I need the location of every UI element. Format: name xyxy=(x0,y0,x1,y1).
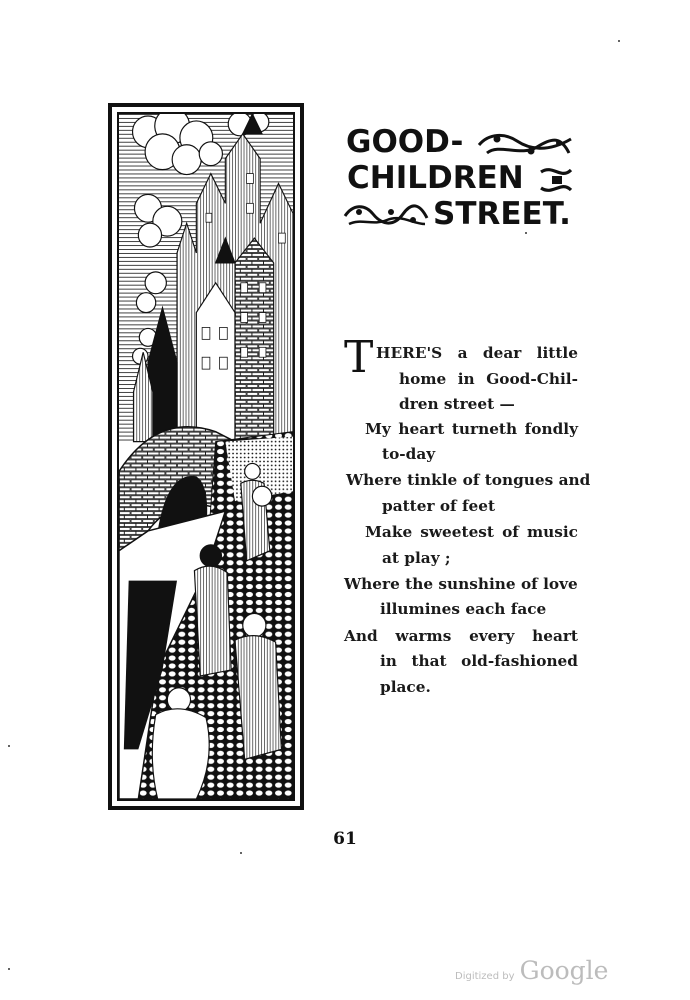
poem-line-9: at play ; xyxy=(382,549,451,567)
poem-word: Good-Chil- xyxy=(486,370,578,388)
poem-word: Make xyxy=(365,523,413,541)
poem-line-12 xyxy=(344,626,578,646)
poem-word: every xyxy=(469,627,515,645)
poem-word: home xyxy=(399,370,447,388)
poem-title xyxy=(345,125,585,233)
poem-word: heart xyxy=(532,627,578,645)
scroll-ornament-icon xyxy=(343,204,429,228)
title-line-2 xyxy=(345,161,585,197)
poem-word: fondly xyxy=(524,420,578,438)
digitized-watermark xyxy=(455,956,608,985)
poem-word: in xyxy=(457,370,475,388)
poem-line-1 xyxy=(376,343,578,363)
city-scene-drawing xyxy=(119,114,293,799)
poem-line-2 xyxy=(399,369,578,389)
poem-word: old-fashioned xyxy=(461,652,578,670)
scan-speck xyxy=(240,852,242,854)
poem-word: music xyxy=(526,523,578,541)
title-line-1 xyxy=(345,125,585,161)
poem-word: that xyxy=(411,652,447,670)
poem-word: heart xyxy=(398,420,445,438)
poem-word: sweetest xyxy=(420,523,494,541)
poem-line-5: to-day xyxy=(382,445,436,463)
poem-line-14: place. xyxy=(380,678,431,696)
poem-line-4 xyxy=(365,419,578,439)
poem-line-13 xyxy=(380,651,578,671)
poem-line-10: Where the sunshine of love xyxy=(344,575,578,593)
street-illustration xyxy=(108,103,304,810)
poem-word: My xyxy=(365,420,391,438)
title-word-good: GOOD- xyxy=(346,124,464,160)
poem-word: turneth xyxy=(451,420,518,438)
poem-word: warms xyxy=(395,627,452,645)
poem-line-7: patter of feet xyxy=(382,497,496,515)
poem-word: in xyxy=(380,652,397,670)
vine-ornament-icon xyxy=(477,131,573,159)
poem-line-3: dren street — xyxy=(399,395,515,413)
poem-line-11: illumines each face xyxy=(380,600,547,618)
scan-speck xyxy=(8,745,10,747)
page-number: 61 xyxy=(333,829,357,849)
poem-word: dear xyxy=(482,344,522,362)
drop-cap: T xyxy=(344,332,374,383)
poem-line-8 xyxy=(365,522,578,542)
knot-ornament-icon xyxy=(537,166,577,194)
poem-line-6: Where tinkle of tongues and xyxy=(346,471,591,489)
scan-speck xyxy=(8,968,10,970)
illustration-artwork xyxy=(117,112,295,801)
title-word-children: CHILDREN xyxy=(347,160,524,196)
title-word-street: STREET. xyxy=(433,196,571,232)
poem-word: And xyxy=(344,627,378,645)
poem-word: of xyxy=(502,523,519,541)
poem-word: HERE'S xyxy=(376,344,443,362)
poem-word: little xyxy=(536,344,578,362)
scan-speck xyxy=(525,232,527,234)
google-logo: Google xyxy=(519,956,609,985)
watermark-prefix: Digitized by xyxy=(455,971,515,982)
scan-speck xyxy=(618,40,620,42)
poem-word: a xyxy=(457,344,468,362)
title-line-3 xyxy=(345,197,585,233)
